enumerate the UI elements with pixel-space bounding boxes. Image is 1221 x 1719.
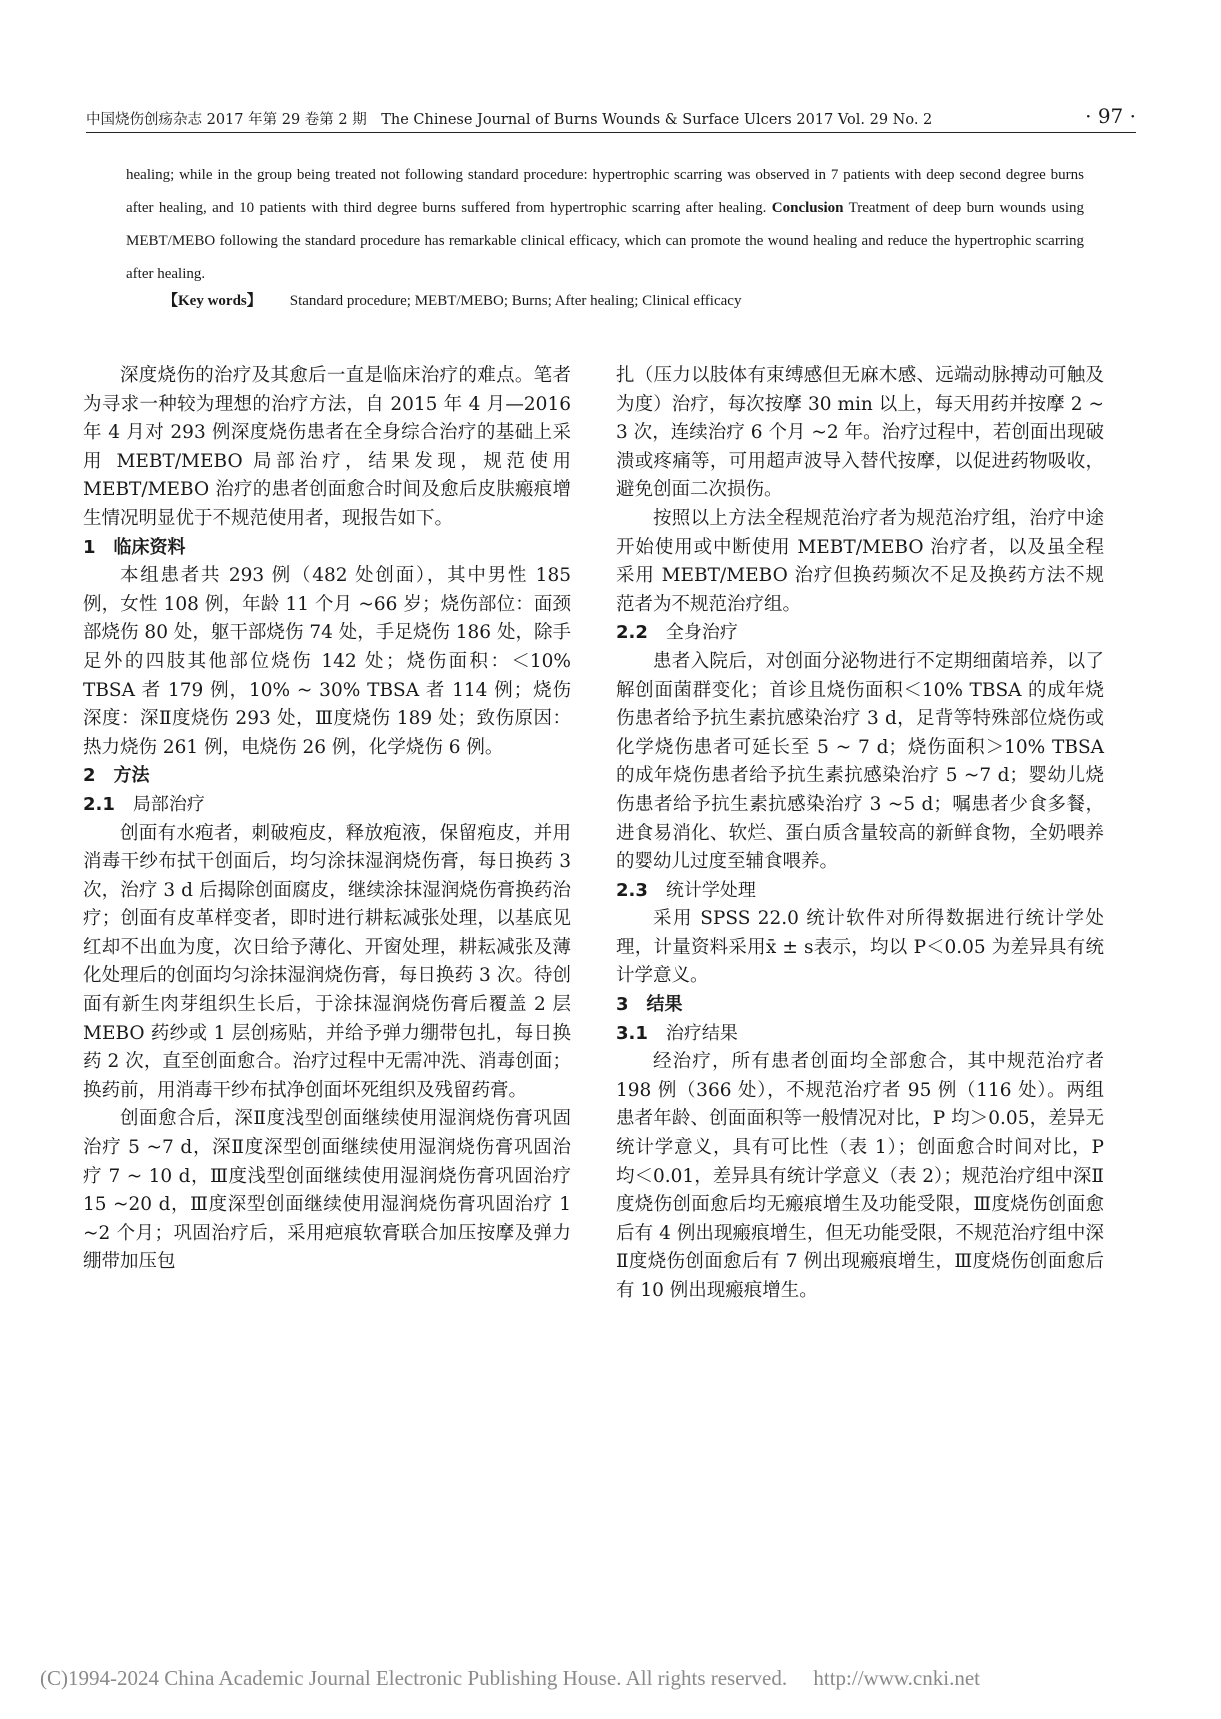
conclusion-label: Conclusion bbox=[771, 200, 844, 216]
left-column bbox=[83, 362, 571, 1277]
group-definition-paragraph: 按照以上方法全程规范治疗者为规范治疗组，治疗中途开始使用或中断使用 MEBT/MEBO 治疗者，以及虽全程采用 MEBT/MEBO 治疗但换药频次不足及换药方法不规范者为不规范治疗组。 bbox=[616, 507, 1104, 615]
continued-paragraph: 扎（压力以肢体有束缚感但无麻木感、远端动脉搏动可触及为度）治疗，每次按摩 30 min 以上，每天用药并按摩 2 ~ 3 次，连续治疗 6 个月 ~2 年。治疗过程中，若创面出现破溃或疼痛等，可用超声波导入替代按摩，以促进药物吸收，避免创面二次损伤。 bbox=[616, 365, 1104, 501]
systemic-treatment-paragraph: 患者入院后，对创面分泌物进行不定期细菌培养，以了解创面菌群变化；首诊且烧伤面积＜10% TBSA 的成年烧伤患者给予抗生素抗感染治疗 3 d，足背等特殊部位烧伤或化学烧伤患者可延长至 5 ~ 7 d；烧伤面积＞10% TBSA 的成年烧伤患者给予抗生素抗感染治疗 5 ~7 d；婴幼儿烧伤患者给予抗生素抗感染治疗 3 ~5 d；嘱患者少食多餐，进食易消化、软烂、蛋白质含量较高的新鲜食物，全奶喂养的婴幼儿过度至辅食喂养。 bbox=[616, 650, 1104, 873]
subsection-heading-2-1: 2.1 局部治疗 bbox=[83, 793, 205, 815]
section-heading-2: 2 方法 bbox=[83, 765, 150, 787]
copyright-footer: (C)1994-2024 China Academic Journal Electronic Publishing House. All rights reserved. http://www.cnki.net bbox=[40, 1666, 980, 1690]
abstract-results-text: healing; while in the group being treated not following standard procedure: hypertrophic scarring was observed in 7 patients with deep second degree burns after healing, and 10 patients with third degree burns suffered from hypertrophic scarring after healing. bbox=[126, 167, 1084, 216]
results-paragraph: 经治疗，所有患者创面均全部愈合，其中规范治疗者 198 例（366 处），不规范治疗者 95 例（116 处）。两组患者年龄、创面面积等一般情况对比，P 均＞0.05，差异无统计学意义，具有可比性（表 1）；创面愈合时间对比，P 均＜0.01，差异具有统计学意义（表 2）；规范治疗组中深Ⅱ度烧伤创面愈后均无瘢痕增生及功能受限，Ⅲ度烧伤创面愈后有 4 例出现瘢痕增生，但无功能受限，不规范治疗组中深Ⅱ度烧伤创面愈后有 7 例出现瘢痕增生，Ⅲ度烧伤创面愈后有 10 例出现瘢痕增生。 bbox=[616, 1051, 1104, 1301]
local-treatment-paragraph: 创面有水疱者，刺破疱皮，释放疱液，保留疱皮，并用消毒干纱布拭干创面后，均匀涂抹湿润烧伤膏，每日换药 3 次，治疗 3 d 后揭除创面腐皮，继续涂抹湿润烧伤膏换药治疗；创面有皮革样变者，即时进行耕耘减张处理，以基底见红却不出血为度，次日给予薄化、开窗处理，耕耘减张及薄化处理后的创面均匀涂抹湿润烧伤膏，每日换药 3 次。待创面有新生肉芽组织生长后，于涂抹湿润烧伤膏后覆盖 2 层 MEBO 药纱或 1 层创疡贴，并给予弹力绷带包扎，每日换药 2 次，直至创面愈合。治疗过程中无需冲洗、消毒创面；换药前，用消毒干纱布拭净创面坏死组织及残留药膏。 bbox=[83, 822, 571, 1101]
clinical-data-paragraph: 本组患者共 293 例（482 处创面），其中男性 185 例，女性 108 例，年龄 11 个月 ~66 岁；烧伤部位：面颈部烧伤 80 处，躯干部烧伤 74 处，手足烧伤 186 处，除手足外的四肢其他部位烧伤 142 处；烧伤面积：＜10% TBSA 者 179 例，10% ~ 30% TBSA 者 114 例；烧伤深度：深Ⅱ度烧伤 293 处，Ⅲ度烧伤 189 处；致伤原因：热力烧伤 261 例，电烧伤 26 例，化学烧伤 6 例。 bbox=[83, 565, 571, 758]
abstract-continuation bbox=[126, 159, 1084, 291]
section-heading-3: 3 结果 bbox=[616, 994, 683, 1016]
keywords-text: Standard procedure; MEBT/MEBO; Burns; After healing; Clinical efficacy bbox=[289, 293, 742, 309]
conclusion-text: Treatment of deep burn wounds using MEBT/MEBO following the standard procedure has remarkable clinical efficacy, which can promote the wound healing and reduce the hypertrophic scarring after healing. bbox=[126, 200, 1084, 282]
subsection-heading-2-2: 2.2 全身治疗 bbox=[616, 622, 738, 644]
section-heading-1: 1 临床资料 bbox=[83, 536, 186, 558]
journal-info: 中国烧伤创疡杂志 2017 年第 29 卷第 2 期 The Chinese Journal of Burns Wounds & Surface Ulcers 2017 Vol. 29 No. 2 bbox=[86, 112, 933, 128]
keywords bbox=[163, 289, 741, 310]
page-number: · 97 · bbox=[1085, 104, 1136, 128]
consolidation-paragraph: 创面愈合后，深Ⅱ度浅型创面继续使用湿润烧伤膏巩固治疗 5 ~7 d，深Ⅱ度深型创面继续使用湿润烧伤膏巩固治疗 7 ~ 10 d，Ⅲ度浅型创面继续使用湿润烧伤膏巩固治疗 15 ~20 d，Ⅲ度深型创面继续使用湿润烧伤膏巩固治疗 1 ~2 个月；巩固治疗后，采用疤痕软膏联合加压按摩及弹力绷带加压包 bbox=[83, 1108, 571, 1273]
header-rule bbox=[86, 132, 1136, 133]
statistics-paragraph: 采用 SPSS 22.0 统计软件对所得数据进行统计学处理，计量资料采用x̄ ± s表示，均以 P＜0.05 为差异具有统计学意义。 bbox=[616, 908, 1104, 987]
subsection-heading-2-3: 2.3 统计学处理 bbox=[616, 879, 756, 901]
right-column bbox=[616, 362, 1104, 1306]
subsection-heading-3-1: 3.1 治疗结果 bbox=[616, 1022, 738, 1044]
keywords-label: 【Key words】 bbox=[163, 293, 262, 309]
intro-paragraph: 深度烧伤的治疗及其愈后一直是临床治疗的难点。笔者为寻求一种较为理想的治疗方法，自 2015 年 4 月—2016 年 4 月对 293 例深度烧伤患者在全身综合治疗的基础上采用 MEBT/MEBO 局部治疗，结果发现，规范使用 MEBT/MEBO 治疗的患者创面愈合时间及愈后皮肤瘢痕增生情况明显优于不规范使用者，现报告如下。 bbox=[83, 365, 571, 529]
running-header bbox=[86, 104, 1136, 130]
abstract-paragraph bbox=[126, 159, 1084, 291]
